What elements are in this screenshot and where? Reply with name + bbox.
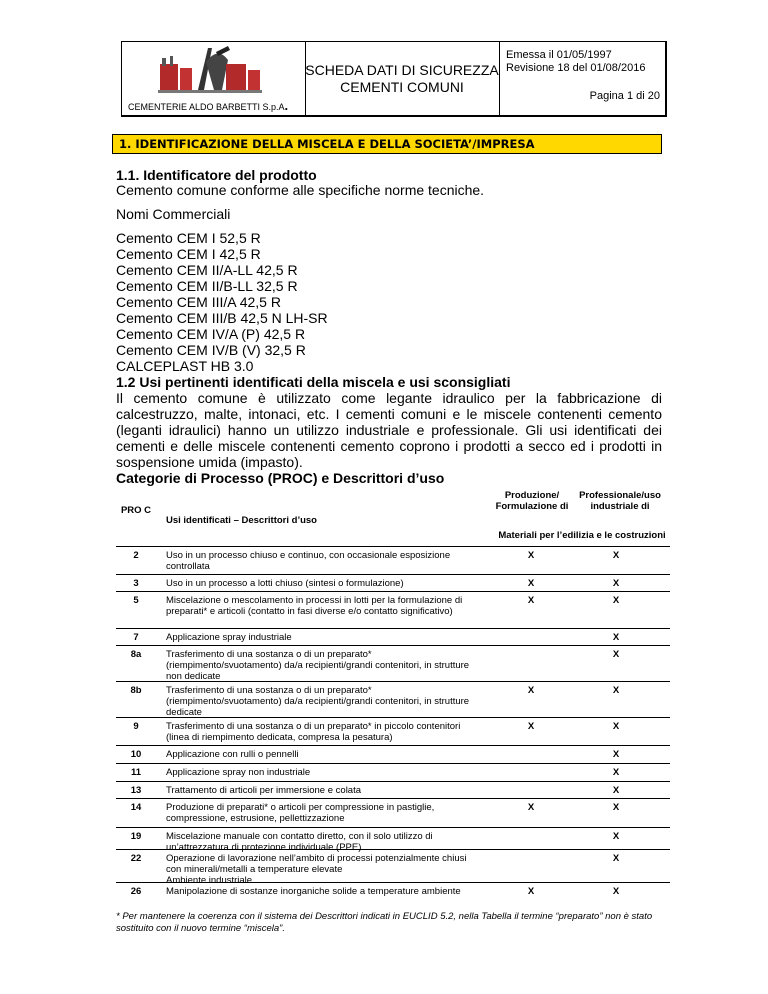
trade-names-label: Nomi Commerciali	[116, 206, 231, 222]
document-title	[305, 42, 500, 116]
table-subheader: Materiali per l’edilizia e le costruzioni	[498, 530, 666, 541]
professional-mark: X	[612, 649, 620, 660]
proc-code: 3	[133, 578, 139, 589]
proc-code: 19	[130, 831, 142, 842]
professional-mark: X	[612, 595, 620, 606]
production-mark: X	[527, 578, 535, 589]
col-header-proc: PRO C	[120, 505, 152, 516]
professional-mark: X	[612, 785, 620, 796]
revision-info	[500, 42, 666, 116]
proc-code: 9	[133, 721, 139, 732]
list-item: Cemento CEM I 42,5 R	[116, 246, 261, 262]
proc-code: 22	[130, 853, 142, 864]
proc-code: 2	[133, 550, 139, 561]
table-row	[116, 717, 670, 746]
use-description: Miscelazione manuale con contatto diretto, con il solo utilizzo di un’attrezzatura di protezione individuale (PPE)	[166, 831, 433, 853]
production-mark: X	[527, 721, 535, 732]
production-mark: X	[527, 886, 535, 897]
use-description: Uso in un processo a lotti chiuso (sintesi o formulazione)	[166, 578, 404, 589]
col-header-uses: Usi identificati – Descrittori d’uso	[166, 515, 317, 526]
footnote: * Per mantenere la coerenza con il sistema dei Descrittori indicati in EUCLID 5.2, nella Tabella il termine “preparato” non è stato sostituito con il nuovo termine “miscela”.	[116, 911, 653, 934]
list-item: Cemento CEM IV/A (P) 42,5 R	[116, 326, 306, 342]
proc-code: 13	[130, 785, 142, 796]
logo-cell	[122, 42, 306, 116]
proc-code: 5	[133, 595, 139, 606]
professional-mark: X	[612, 853, 620, 864]
trade-names-list	[116, 230, 328, 374]
use-description: Manipolazione di sostanze inorganiche solide a temperature ambiente	[166, 886, 461, 897]
document-header	[121, 41, 667, 117]
table-row	[116, 681, 670, 718]
professional-mark: X	[612, 886, 620, 897]
professional-mark: X	[612, 767, 620, 778]
table-row	[116, 798, 670, 828]
title-line-2: CEMENTI COMUNI	[340, 79, 464, 95]
production-mark: X	[527, 802, 535, 813]
proc-code: 8b	[130, 685, 142, 696]
use-description: Trasferimento di una sostanza o di un preparato* (riempimento/svuotamento) da/a recipienti/grandi contenitori, in strutture non dedicate	[166, 649, 470, 682]
table-title: Categorie di Processo (PROC) e Descrittori d’uso	[116, 470, 445, 486]
professional-mark: X	[612, 802, 620, 813]
table-row	[116, 745, 670, 764]
table-row	[116, 574, 670, 592]
list-item: Cemento CEM II/B-LL 32,5 R	[116, 278, 298, 294]
use-description: Uso in un processo chiuso e continuo, con occasionale esposizione controllata	[166, 550, 451, 572]
table-row	[116, 849, 670, 886]
production-mark: X	[527, 550, 535, 561]
use-description: Applicazione spray industriale	[166, 632, 292, 643]
table-row	[116, 546, 670, 575]
revision: Revisione 18 del 01/08/2016	[506, 62, 646, 74]
company-logo	[122, 42, 305, 102]
page-number: Pagina 1 di 20	[589, 90, 660, 102]
professional-mark: X	[612, 550, 620, 561]
production-mark: X	[527, 595, 535, 606]
list-item: Cemento CEM II/A-LL 42,5 R	[116, 262, 298, 278]
proc-code: 11	[130, 767, 142, 778]
title-line-1: SCHEDA DATI DI SICUREZZA	[305, 62, 499, 78]
table-row	[116, 591, 670, 629]
table-row	[116, 628, 670, 646]
section-title: 1. IDENTIFICAZIONE DELLA MISCELA E DELLA SOCIETA’/IMPRESA	[112, 134, 662, 154]
table-row	[116, 882, 670, 903]
heading-1-2-text: Il cemento comune è utilizzato come legante idraulico per la fabbricazione di calcestruzzo, malte, intonaci, etc. I cementi comuni e le miscele contenenti cemento (leganti idraulici) hanno un utilizzo industriale e professionale. Gli usi identificati dei cementi e delle miscele contenenti cemento coprono i prodotti a secco ed i prodotti in sospensione umida (impasto).	[116, 390, 662, 470]
list-item: Cemento CEM III/B 42,5 N LH-SR	[116, 310, 328, 326]
use-description: Applicazione con rulli o pennelli	[166, 749, 299, 760]
list-item: CALCEPLAST HB 3.0	[116, 358, 254, 374]
proc-code: 14	[130, 802, 142, 813]
professional-mark: X	[612, 578, 620, 589]
proc-code: 26	[130, 886, 142, 897]
use-description: Trasferimento di una sostanza o di un preparato* in piccolo contenitori (linea di riempimento dedicata, compresa la pesatura)	[166, 721, 461, 743]
list-item: Cemento CEM III/A 42,5 R	[116, 294, 281, 310]
use-description: Trattamento di articoli per immersione e colata	[166, 785, 362, 796]
professional-mark: X	[612, 749, 620, 760]
production-mark: X	[527, 685, 535, 696]
use-description: Applicazione spray non industriale	[166, 767, 311, 778]
table-row	[116, 781, 670, 799]
professional-mark: X	[612, 721, 620, 732]
col-header-professional: Professionale/uso industriale di	[579, 490, 661, 512]
professional-mark: X	[612, 831, 620, 842]
list-item: Cemento CEM IV/B (V) 32,5 R	[116, 342, 306, 358]
table-row	[116, 827, 670, 853]
table-row	[116, 763, 670, 782]
list-item: Cemento CEM I 52,5 R	[116, 230, 261, 246]
heading-1-2: 1.2 Usi pertinenti identificati della miscela e usi sconsigliati	[116, 374, 511, 390]
use-description: Trasferimento di una sostanza o di un preparato* (riempimento/svuotamento) da/a recipienti/grandi contenitori, in strutture dedicate	[166, 685, 470, 718]
proc-code: 8a	[130, 649, 142, 660]
company-name: CEMENTERIE ALDO BARBETTI S.p.A.	[128, 98, 289, 113]
use-description: Produzione di preparati* o articoli per compressione in pastiglie, compressione, estrusione, pellettizzazione	[166, 802, 435, 824]
table-row	[116, 645, 670, 682]
heading-1-1: 1.1. Identificatore del prodotto	[116, 167, 317, 183]
professional-mark: X	[612, 632, 620, 643]
col-header-production: Produzione/ Formulazione di	[495, 490, 569, 512]
professional-mark: X	[612, 685, 620, 696]
proc-code: 10	[130, 749, 142, 760]
heading-1-1-text: Cemento comune conforme alle specifiche norme tecniche.	[116, 182, 485, 198]
use-description: Operazione di lavorazione nell’ambito di processi potenzialmente chiusi con minerali/metalli a temperature elevate Ambiente industriale	[166, 853, 467, 886]
proc-code: 7	[133, 632, 139, 643]
issued-date: Emessa il 01/05/1997	[506, 49, 612, 61]
use-description: Miscelazione o mescolamento in processi in lotti per la formulazione di preparati* e articoli (contatto in fasi diverse e/o contatto significativo)	[166, 595, 463, 617]
